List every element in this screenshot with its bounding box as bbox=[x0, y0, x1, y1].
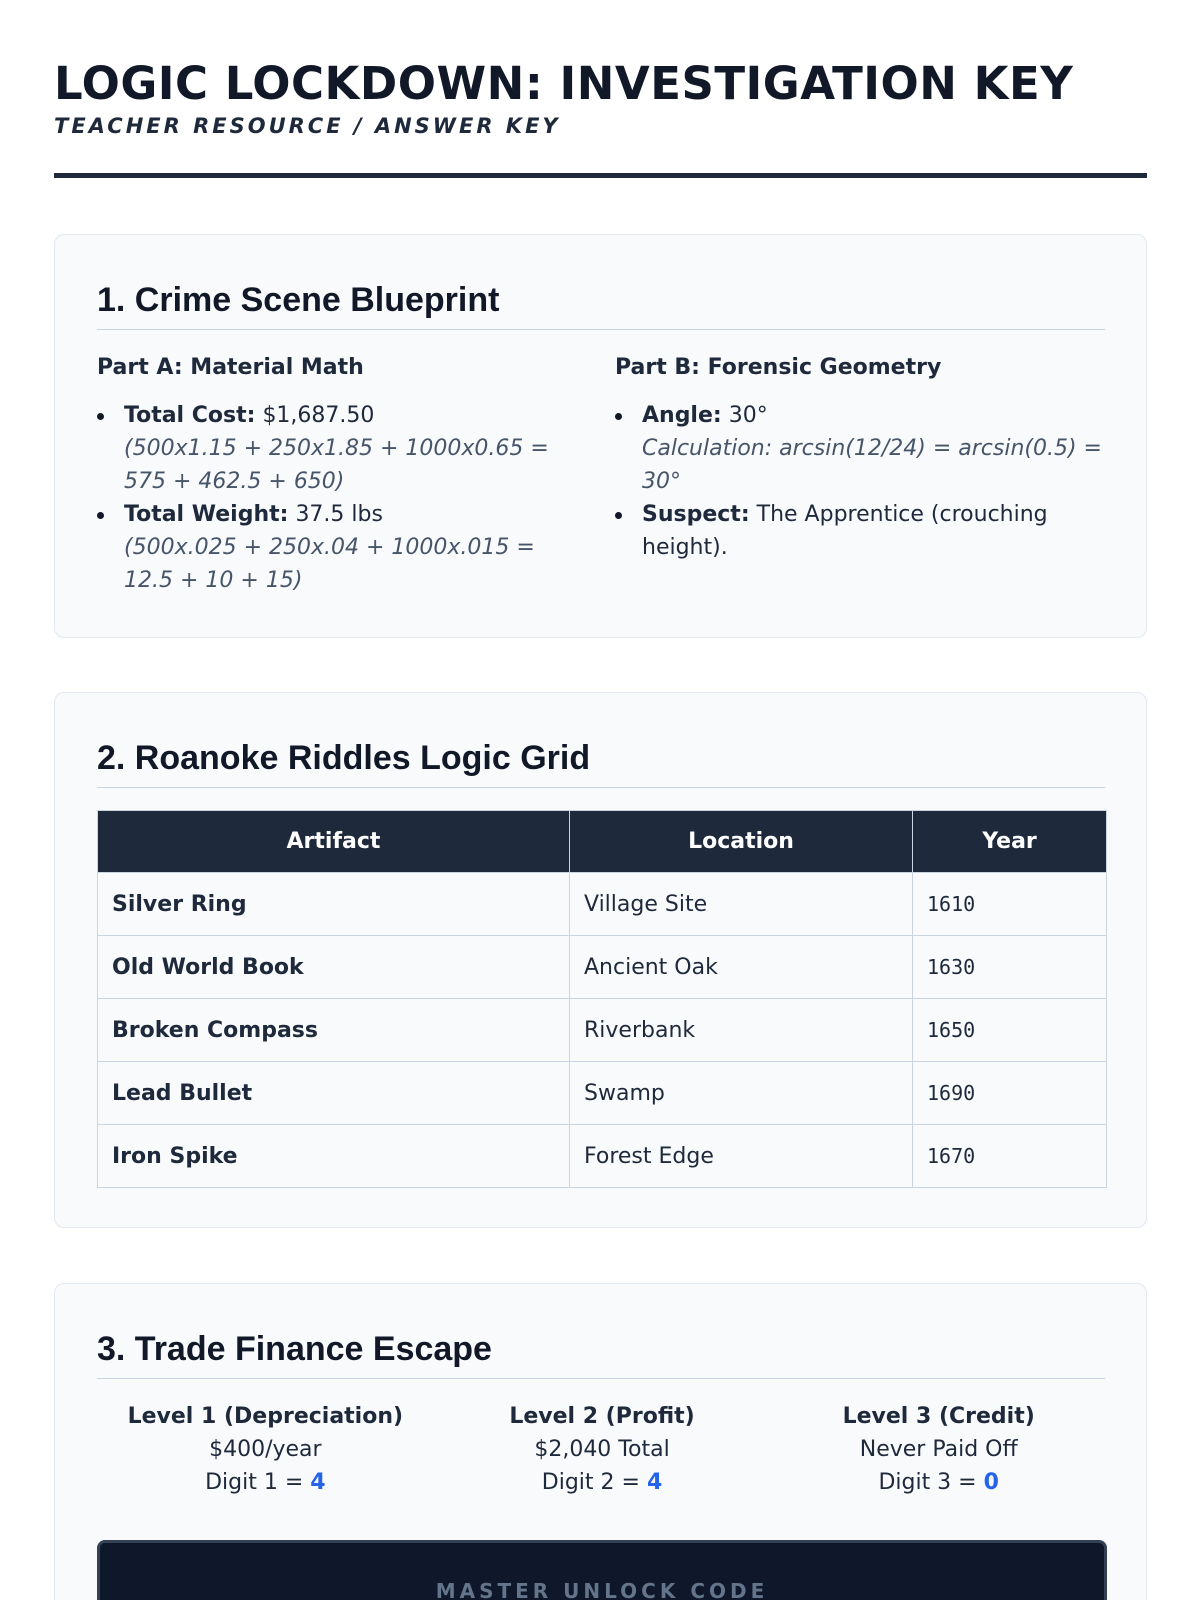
level-3 bbox=[770, 1400, 1107, 1499]
level-digit-line bbox=[97, 1466, 434, 1499]
item-value: 37.5 lbs bbox=[295, 502, 383, 527]
year-cell: 1650 bbox=[913, 999, 1107, 1062]
year-cell: 1670 bbox=[913, 1125, 1107, 1188]
section-crime-scene-blueprint bbox=[54, 234, 1147, 638]
level-2 bbox=[434, 1400, 771, 1499]
table-header-row bbox=[98, 811, 1107, 873]
item-calculation: (500x.025 + 250x.04 + 1000x.015 = 12.5 + 10 + 15) bbox=[124, 535, 535, 593]
item-value: $1,687.50 bbox=[262, 403, 375, 428]
part-a-list bbox=[97, 399, 587, 597]
page-title: LOGIC LOCKDOWN: INVESTIGATION KEY bbox=[54, 57, 1074, 110]
section-trade-finance-escape bbox=[54, 1283, 1147, 1600]
section-title: 2. Roanoke Riddles Logic Grid bbox=[97, 739, 591, 777]
item-label: Total Cost: bbox=[124, 403, 256, 428]
level-digit-line bbox=[434, 1466, 771, 1499]
location-cell: Village Site bbox=[570, 873, 913, 936]
list-item bbox=[97, 399, 587, 498]
levels-row bbox=[97, 1400, 1107, 1499]
item-value: 30° bbox=[728, 403, 768, 428]
item-label: Total Weight: bbox=[124, 502, 289, 527]
digit-label: Digit 1 = bbox=[205, 1470, 311, 1495]
location-cell: Ancient Oak bbox=[570, 936, 913, 999]
year-cell: 1630 bbox=[913, 936, 1107, 999]
list-item bbox=[615, 498, 1105, 564]
column-header-artifact: Artifact bbox=[98, 811, 570, 873]
part-b-column bbox=[615, 353, 1105, 564]
part-b-heading: Part B: Forensic Geometry bbox=[615, 355, 942, 380]
location-cell: Riverbank bbox=[570, 999, 913, 1062]
table-row bbox=[98, 873, 1107, 936]
artifact-cell: Silver Ring bbox=[98, 873, 570, 936]
section-title: 1. Crime Scene Blueprint bbox=[97, 281, 500, 319]
level-answer: $400/year bbox=[209, 1437, 322, 1462]
section-divider bbox=[97, 1378, 1105, 1379]
section-divider bbox=[97, 787, 1105, 788]
digit-value: 4 bbox=[310, 1470, 326, 1495]
logic-grid-table bbox=[97, 810, 1107, 1188]
column-header-year: Year bbox=[913, 811, 1107, 873]
level-answer: $2,040 Total bbox=[534, 1437, 670, 1462]
level-title: Level 2 (Profit) bbox=[509, 1404, 695, 1429]
section-logic-grid bbox=[54, 692, 1147, 1228]
master-unlock-label: MASTER UNLOCK CODE bbox=[435, 1579, 769, 1600]
level-answer: Never Paid Off bbox=[859, 1437, 1018, 1462]
table-row bbox=[98, 999, 1107, 1062]
table-row bbox=[98, 936, 1107, 999]
item-label: Suspect: bbox=[642, 502, 750, 527]
item-calculation: Calculation: arcsin(12/24) = arcsin(0.5) = 30° bbox=[642, 436, 1102, 494]
item-label: Angle: bbox=[642, 403, 722, 428]
list-item bbox=[615, 399, 1105, 498]
section-divider bbox=[97, 329, 1105, 330]
artifact-cell: Lead Bullet bbox=[98, 1062, 570, 1125]
list-item bbox=[97, 498, 587, 597]
column-header-location: Location bbox=[570, 811, 913, 873]
digit-label: Digit 3 = bbox=[878, 1470, 984, 1495]
digit-label: Digit 2 = bbox=[541, 1470, 647, 1495]
artifact-cell: Old World Book bbox=[98, 936, 570, 999]
table-row bbox=[98, 1125, 1107, 1188]
year-cell: 1690 bbox=[913, 1062, 1107, 1125]
item-value: The Apprentice (crouching height). bbox=[642, 502, 1048, 560]
year-cell: 1610 bbox=[913, 873, 1107, 936]
digit-value: 0 bbox=[983, 1470, 999, 1495]
location-cell: Swamp bbox=[570, 1062, 913, 1125]
digit-value: 4 bbox=[646, 1470, 663, 1495]
part-a-column bbox=[97, 353, 587, 597]
part-b-list bbox=[615, 399, 1105, 564]
level-1 bbox=[97, 1400, 434, 1499]
level-digit-line bbox=[770, 1466, 1107, 1499]
level-title: Level 3 (Credit) bbox=[842, 1404, 1035, 1429]
table-row bbox=[98, 1062, 1107, 1125]
page-header bbox=[54, 56, 1147, 138]
part-a-heading: Part A: Material Math bbox=[97, 355, 364, 380]
page-subtitle: TEACHER RESOURCE / ANSWER KEY bbox=[54, 114, 561, 138]
artifact-cell: Iron Spike bbox=[98, 1125, 570, 1188]
item-calculation: (500x1.15 + 250x1.85 + 1000x0.65 = 575 + 462.5 + 650) bbox=[124, 436, 549, 494]
location-cell: Forest Edge bbox=[570, 1125, 913, 1188]
level-title: Level 1 (Depreciation) bbox=[127, 1404, 404, 1429]
master-unlock-code-panel bbox=[97, 1540, 1107, 1600]
header-divider bbox=[54, 173, 1147, 178]
artifact-cell: Broken Compass bbox=[98, 999, 570, 1062]
section-title: 3. Trade Finance Escape bbox=[97, 1330, 492, 1368]
